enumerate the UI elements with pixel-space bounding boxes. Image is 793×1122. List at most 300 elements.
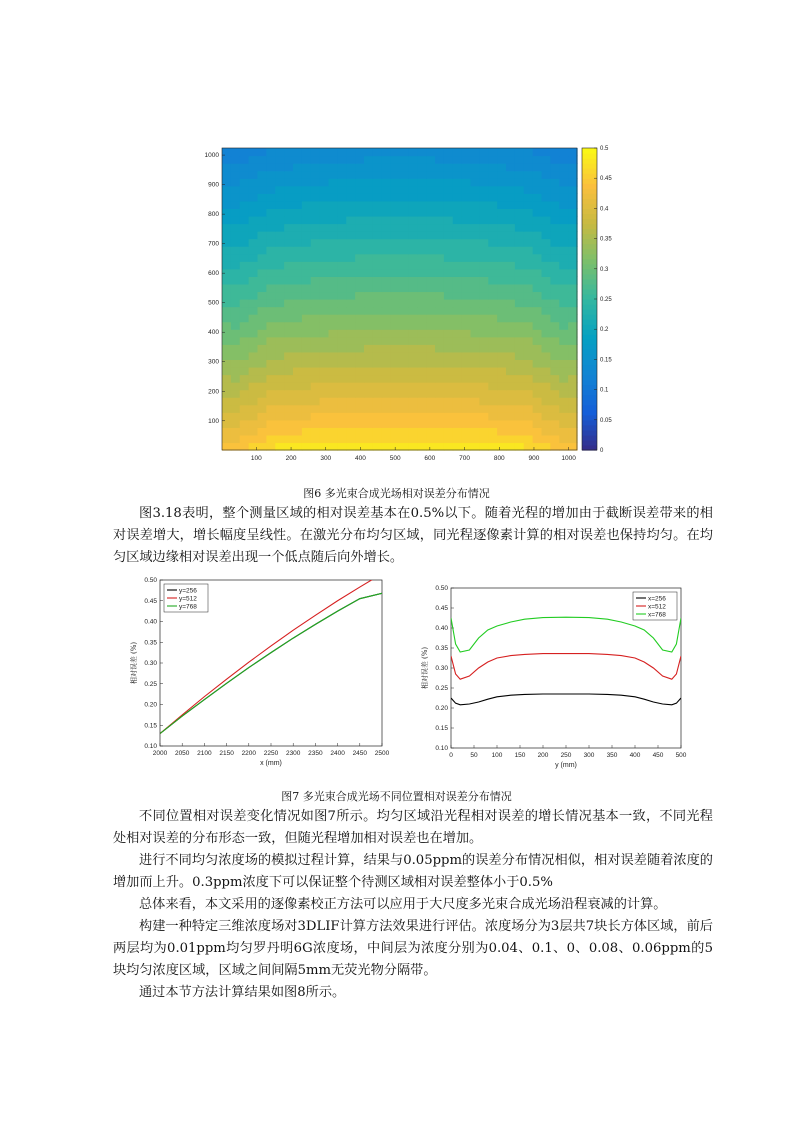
heatmap-cell xyxy=(266,435,275,443)
heatmap-cell xyxy=(391,420,400,428)
heatmap-cell xyxy=(453,359,462,367)
heatmap-cell xyxy=(222,397,231,405)
heatmap-cell xyxy=(275,329,284,337)
paragraph-1-text: 图3.18表明，整个测量区域的相对误差基本在0.5%以下。随着光程的增加由于截断误差带来的相对误差增大，增长幅度呈线性。在激光分布均匀区域，同光程逐像素计算的相对误差也保持均匀。在均匀区域边缘相对误差出现一个低点随后向外增长。 xyxy=(113,506,713,565)
heatmap-cell xyxy=(284,178,293,186)
heatmap-cell xyxy=(284,186,293,194)
heatmap-cell xyxy=(471,420,480,428)
heatmap-cell xyxy=(462,186,471,194)
heatmap-cell xyxy=(426,254,435,262)
heatmap-cell xyxy=(524,216,533,224)
heatmap-cell xyxy=(355,208,364,216)
heatmap-cell xyxy=(258,314,267,322)
heatmap-cell xyxy=(435,284,444,292)
x-tick-label: 400 xyxy=(629,752,641,759)
heatmap-cell xyxy=(266,148,275,156)
heatmap-cell xyxy=(444,375,453,383)
heatmap-cell xyxy=(488,201,497,209)
heatmap-cell xyxy=(391,246,400,254)
heatmap-cell xyxy=(258,171,267,179)
heatmap-cell xyxy=(479,307,488,315)
heatmap-cell xyxy=(542,442,551,450)
heatmap-cell xyxy=(284,254,293,262)
heatmap-cell xyxy=(337,359,346,367)
heatmap-cell xyxy=(373,246,382,254)
heatmap-cell xyxy=(249,344,258,352)
heatmap-cell xyxy=(391,231,400,239)
heatmap-cell xyxy=(302,352,311,360)
heatmap-cell xyxy=(400,367,409,375)
heatmap-cell xyxy=(435,163,444,171)
heatmap-cell xyxy=(542,276,551,284)
heatmap-cell xyxy=(506,412,515,420)
colorbar-band xyxy=(582,334,597,340)
heatmap-cell xyxy=(373,427,382,435)
heatmap-cell xyxy=(417,420,426,428)
heatmap-cell xyxy=(533,186,542,194)
heatmap-cell xyxy=(471,284,480,292)
colorbar-band xyxy=(582,329,597,335)
heatmap-cell xyxy=(533,201,542,209)
heatmap-cell xyxy=(506,201,515,209)
heatmap-cell xyxy=(453,216,462,224)
heatmap-cell xyxy=(488,420,497,428)
heatmap-cell xyxy=(222,171,231,179)
heatmap-cell xyxy=(426,420,435,428)
heatmap-cell xyxy=(550,163,559,171)
heatmap-cell xyxy=(240,163,249,171)
heatmap-cell xyxy=(364,216,373,224)
heatmap-cell xyxy=(453,299,462,307)
heatmap-cell xyxy=(568,405,577,413)
heatmap-cell xyxy=(550,231,559,239)
heatmap-cell xyxy=(559,397,568,405)
heatmap-cell xyxy=(479,171,488,179)
colorbar-tick-label: 0.05 xyxy=(600,417,612,424)
heatmap-cell xyxy=(346,427,355,435)
heatmap-cell xyxy=(533,254,542,262)
y-tick-label: 0.30 xyxy=(144,660,157,667)
heatmap-cell xyxy=(524,307,533,315)
heatmap-cell xyxy=(408,375,417,383)
heatmap-cell xyxy=(497,231,506,239)
heatmap-cell xyxy=(488,216,497,224)
heatmap-cell xyxy=(240,269,249,277)
heatmap-cell xyxy=(293,427,302,435)
heatmap-cell xyxy=(568,156,577,164)
heatmap-cell xyxy=(258,156,267,164)
heatmap-cell xyxy=(542,412,551,420)
heatmap-cell xyxy=(373,329,382,337)
heatmap-cell xyxy=(408,299,417,307)
heatmap-cell xyxy=(524,178,533,186)
heatmap-cell xyxy=(426,382,435,390)
heatmap-cell xyxy=(293,291,302,299)
heatmap-cell xyxy=(533,367,542,375)
heatmap-cell xyxy=(266,171,275,179)
heatmap-cell xyxy=(373,322,382,330)
heatmap-cell xyxy=(284,246,293,254)
heatmap-cell xyxy=(320,171,329,179)
heatmap-cell xyxy=(479,163,488,171)
body-paragraphs xyxy=(113,806,713,1004)
heatmap-cell xyxy=(222,382,231,390)
heatmap-cell xyxy=(391,382,400,390)
heatmap-cell xyxy=(382,405,391,413)
heatmap-cell xyxy=(515,390,524,398)
heatmap-cell xyxy=(337,269,346,277)
heatmap-cell xyxy=(249,269,258,277)
heatmap-cell xyxy=(266,216,275,224)
heatmap-cell xyxy=(417,322,426,330)
heatmap-cell xyxy=(373,261,382,269)
heatmap-cell xyxy=(293,148,302,156)
heatmap-cell xyxy=(346,412,355,420)
heatmap-cell xyxy=(355,420,364,428)
heatmap-cell xyxy=(293,405,302,413)
heatmap-cell xyxy=(488,163,497,171)
heatmap-cell xyxy=(382,397,391,405)
heatmap-cell xyxy=(329,322,338,330)
heatmap-cell xyxy=(417,156,426,164)
heatmap-cell xyxy=(417,276,426,284)
heatmap-cell xyxy=(382,148,391,156)
heatmap-cell xyxy=(337,322,346,330)
heatmap-cell xyxy=(391,186,400,194)
heatmap-cell xyxy=(568,231,577,239)
heatmap-cell xyxy=(302,435,311,443)
x-tick-label: 700 xyxy=(459,455,470,462)
heatmap-cell xyxy=(488,352,497,360)
heatmap-cell xyxy=(373,201,382,209)
heatmap-cell xyxy=(533,382,542,390)
heatmap-cell xyxy=(444,307,453,315)
heatmap-cell xyxy=(515,254,524,262)
heatmap-cell xyxy=(284,390,293,398)
heatmap-cell xyxy=(426,412,435,420)
heatmap-cell xyxy=(266,254,275,262)
heatmap-cell xyxy=(408,246,417,254)
heatmap-cell xyxy=(302,201,311,209)
y-axis-label: 相对误差 (%) xyxy=(421,646,429,690)
heatmap-cell xyxy=(382,269,391,277)
heatmap-cell xyxy=(524,276,533,284)
heatmap-cell xyxy=(408,329,417,337)
x-tick-label: 2300 xyxy=(285,750,301,757)
heatmap-cell xyxy=(320,337,329,345)
heatmap-cell xyxy=(222,193,231,201)
heatmap-cell xyxy=(444,344,453,352)
heatmap-cell xyxy=(364,442,373,450)
heatmap-cell xyxy=(266,193,275,201)
heatmap-cell xyxy=(382,412,391,420)
heatmap-cell xyxy=(497,216,506,224)
heatmap-cell xyxy=(542,291,551,299)
heatmap-cell xyxy=(435,276,444,284)
heatmap-cell xyxy=(462,269,471,277)
heatmap-cell xyxy=(462,412,471,420)
heatmap-cell xyxy=(479,276,488,284)
heatmap-cell xyxy=(506,329,515,337)
heatmap-cell xyxy=(559,337,568,345)
heatmap-cell xyxy=(355,344,364,352)
y-tick-label: 0.30 xyxy=(435,665,448,672)
heatmap-cell xyxy=(231,239,240,247)
heatmap-cell xyxy=(453,171,462,179)
heatmap-cell xyxy=(568,352,577,360)
heatmap-cell xyxy=(568,201,577,209)
heatmap-cell xyxy=(506,269,515,277)
heatmap-cell xyxy=(435,412,444,420)
heatmap-cell xyxy=(266,314,275,322)
heatmap-cell xyxy=(417,344,426,352)
heatmap-cell xyxy=(266,382,275,390)
heatmap-cell xyxy=(249,156,258,164)
heatmap-cell xyxy=(337,427,346,435)
heatmap-cell xyxy=(275,367,284,375)
heatmap-cell xyxy=(382,224,391,232)
heatmap-cell xyxy=(231,261,240,269)
heatmap-cell xyxy=(355,178,364,186)
heatmap-cell xyxy=(266,412,275,420)
heatmap-cell xyxy=(222,367,231,375)
heatmap-cell xyxy=(515,412,524,420)
heatmap-cell xyxy=(240,291,249,299)
heatmap-cell xyxy=(355,186,364,194)
heatmap-cell xyxy=(471,201,480,209)
heatmap-cell xyxy=(542,216,551,224)
heatmap-cell xyxy=(329,246,338,254)
heatmap-cell xyxy=(524,299,533,307)
heatmap-cell xyxy=(329,412,338,420)
heatmap-cell xyxy=(284,322,293,330)
heatmap-cell xyxy=(249,442,258,450)
heatmap-cell xyxy=(311,322,320,330)
heatmap-cell xyxy=(400,412,409,420)
colorbar-band xyxy=(582,259,597,265)
heatmap-cell xyxy=(533,344,542,352)
heatmap-cell xyxy=(444,193,453,201)
heatmap-cell xyxy=(462,261,471,269)
heatmap-cell xyxy=(417,435,426,443)
heatmap-cell xyxy=(373,284,382,292)
heatmap-cell xyxy=(524,397,533,405)
heatmap-cell xyxy=(355,261,364,269)
paragraph-4: 总体来看，本文采用的逐像素校正方法可以应用于大尺度多光束合成光场沿程衰减的计算。 xyxy=(139,897,667,912)
heatmap-cell xyxy=(533,269,542,277)
heatmap-cell xyxy=(506,420,515,428)
heatmap-cell xyxy=(249,322,258,330)
heatmap-cell xyxy=(524,352,533,360)
heatmap-cell xyxy=(337,239,346,247)
heatmap-cell xyxy=(320,322,329,330)
heatmap-cell xyxy=(515,329,524,337)
heatmap-cell xyxy=(364,254,373,262)
heatmap-cell xyxy=(249,390,258,398)
heatmap-cell xyxy=(408,224,417,232)
x-tick-label: 200 xyxy=(537,752,549,759)
heatmap-cell xyxy=(515,269,524,277)
heatmap-cell xyxy=(355,427,364,435)
heatmap-cell xyxy=(559,269,568,277)
heatmap-cell xyxy=(373,359,382,367)
heatmap-cell xyxy=(568,208,577,216)
heatmap-cell xyxy=(542,156,551,164)
colorbar-band xyxy=(582,239,597,245)
colorbar-tick-label: 0.5 xyxy=(600,146,609,152)
heatmap-cell xyxy=(302,314,311,322)
heatmap-cell xyxy=(346,314,355,322)
heatmap-cell xyxy=(222,344,231,352)
heatmap-cell xyxy=(488,299,497,307)
heatmap-cell xyxy=(568,224,577,232)
heatmap-cell xyxy=(497,239,506,247)
heatmap-cell xyxy=(364,382,373,390)
heatmap-cell xyxy=(417,412,426,420)
heatmap-cell xyxy=(355,307,364,315)
heatmap-cell xyxy=(542,224,551,232)
heatmap-cell xyxy=(550,344,559,352)
heatmap-cell xyxy=(266,375,275,383)
heatmap-cell xyxy=(222,405,231,413)
heatmap-cell xyxy=(533,299,542,307)
heatmap-cell xyxy=(524,208,533,216)
heatmap-cell xyxy=(515,156,524,164)
heatmap-cell xyxy=(240,405,249,413)
heatmap-cell xyxy=(320,405,329,413)
heatmap-cell xyxy=(311,397,320,405)
heatmap-cell xyxy=(550,322,559,330)
heatmap-cell xyxy=(568,314,577,322)
heatmap-cell xyxy=(382,201,391,209)
heatmap-cell xyxy=(302,442,311,450)
heatmap-cell xyxy=(222,390,231,398)
heatmap-cell xyxy=(453,322,462,330)
heatmap-cell xyxy=(266,322,275,330)
heatmap-cell xyxy=(417,208,426,216)
heatmap-cell xyxy=(444,420,453,428)
heatmap-cell xyxy=(453,163,462,171)
heatmap-cell xyxy=(453,314,462,322)
heatmap-cell xyxy=(293,314,302,322)
heatmap-cell xyxy=(275,344,284,352)
heatmap-cell xyxy=(355,231,364,239)
heatmap-cell xyxy=(515,314,524,322)
heatmap-cell xyxy=(497,397,506,405)
heatmap-cell xyxy=(506,284,515,292)
heatmap-cell xyxy=(231,246,240,254)
heatmap-cell xyxy=(275,337,284,345)
heatmap-cell xyxy=(408,276,417,284)
heatmap-cell xyxy=(284,442,293,450)
heatmap-cell xyxy=(497,435,506,443)
heatmap-cell xyxy=(408,442,417,450)
heatmap-cell xyxy=(311,156,320,164)
heatmap-cell xyxy=(479,246,488,254)
heatmap-cell xyxy=(515,359,524,367)
colorbar-band xyxy=(582,208,597,214)
heatmap-cell xyxy=(320,314,329,322)
heatmap-cell xyxy=(302,186,311,194)
heatmap-cell xyxy=(293,201,302,209)
heatmap-cell xyxy=(533,412,542,420)
heatmap-cell xyxy=(231,382,240,390)
heatmap-cell xyxy=(249,148,258,156)
heatmap-cell xyxy=(346,201,355,209)
heatmap-cell xyxy=(337,254,346,262)
heatmap-cell xyxy=(302,367,311,375)
heatmap-cell xyxy=(497,201,506,209)
heatmap-cell xyxy=(453,427,462,435)
heatmap-cell xyxy=(559,208,568,216)
heatmap-cell xyxy=(426,269,435,277)
heatmap-cell xyxy=(444,284,453,292)
heatmap-cell xyxy=(231,276,240,284)
heatmap-cell xyxy=(249,254,258,262)
heatmap-cell xyxy=(435,148,444,156)
heatmap-cell xyxy=(435,216,444,224)
heatmap-cell xyxy=(479,216,488,224)
heatmap-cell xyxy=(568,261,577,269)
heatmap-cell xyxy=(426,322,435,330)
colorbar-band xyxy=(582,244,597,250)
heatmap-cell xyxy=(515,322,524,330)
heatmap-cell xyxy=(408,178,417,186)
heatmap-cell xyxy=(231,201,240,209)
heatmap-cell xyxy=(426,156,435,164)
heatmap-cell xyxy=(417,405,426,413)
heatmap-cell xyxy=(488,382,497,390)
heatmap-cell xyxy=(302,239,311,247)
heatmap-cell xyxy=(266,186,275,194)
heatmap-cell xyxy=(382,442,391,450)
heatmap-cell xyxy=(542,171,551,179)
heatmap-cell xyxy=(417,163,426,171)
heatmap-cell xyxy=(320,420,329,428)
heatmap-cell xyxy=(426,375,435,383)
heatmap-cell xyxy=(426,246,435,254)
heatmap-cell xyxy=(346,163,355,171)
heatmap-cell xyxy=(329,178,338,186)
heatmap-cell xyxy=(284,405,293,413)
heatmap-cell xyxy=(302,291,311,299)
heatmap-cell xyxy=(426,442,435,450)
heatmap-cell xyxy=(337,329,346,337)
heatmap-cell xyxy=(497,208,506,216)
heatmap-cell xyxy=(462,390,471,398)
heatmap-cell xyxy=(506,442,515,450)
heatmap-cell xyxy=(550,284,559,292)
heatmap-cell xyxy=(320,435,329,443)
heatmap-cell xyxy=(364,284,373,292)
heatmap-cell xyxy=(497,193,506,201)
y-tick-label: 0.40 xyxy=(144,618,157,626)
y-tick-label: 0.15 xyxy=(435,725,448,732)
heatmap-cell xyxy=(497,344,506,352)
heatmap-cell xyxy=(400,156,409,164)
heatmap-cell xyxy=(462,352,471,360)
heatmap-cell xyxy=(284,307,293,315)
heatmap-cell xyxy=(275,390,284,398)
heatmap-cell xyxy=(497,352,506,360)
heatmap-cell xyxy=(506,344,515,352)
heatmap-cell xyxy=(355,442,364,450)
heatmap-cell xyxy=(391,201,400,209)
heatmap-cell xyxy=(240,375,249,383)
heatmap-cell xyxy=(320,412,329,420)
heatmap-cell xyxy=(488,254,497,262)
heatmap-cell xyxy=(373,224,382,232)
